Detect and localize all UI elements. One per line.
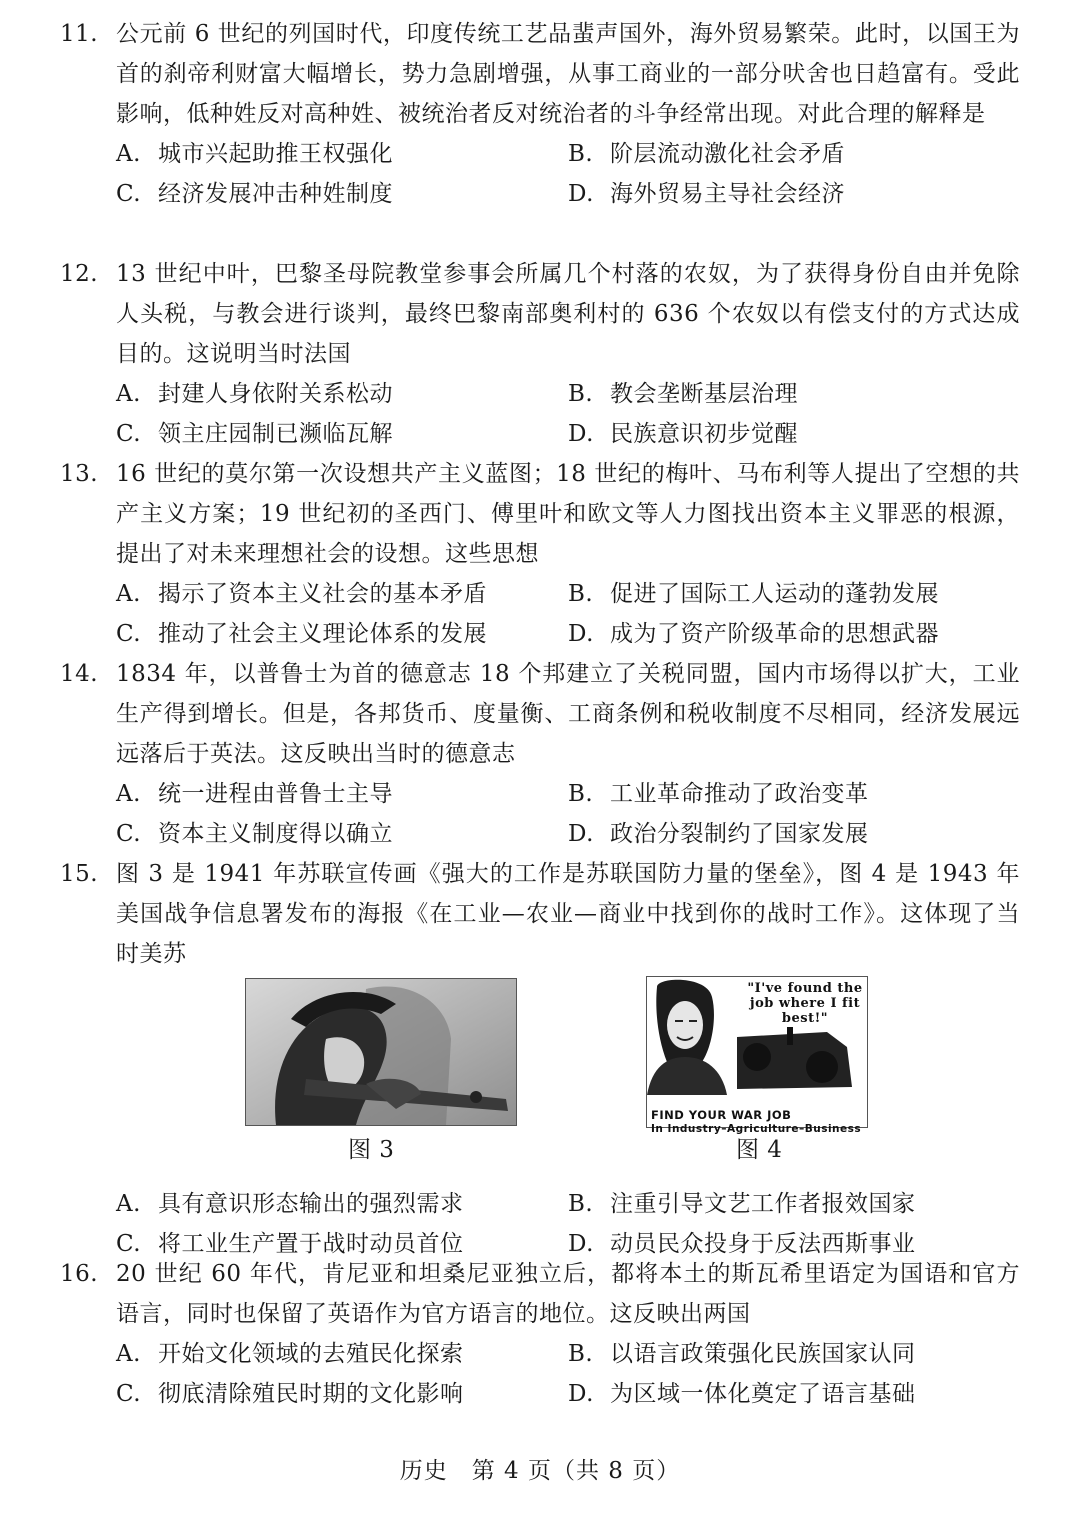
question-stem: 1834 年，以普鲁士为首的德意志 18 个邦建立了关税同盟，国内市场得以扩大，工业生产得到增长。但是，各邦货币、度量衡、工商条例和税收制度不尽相同，经济发展远远落后于英法。这反映出当时的德意志 xyxy=(116,661,1020,767)
option-a: A. 统一进程由普鲁士主导 xyxy=(116,781,393,807)
question-stem: 公元前 6 世纪的列国时代，印度传统工艺品蜚声国外，海外贸易繁荣。此时，以国王为首的刹帝利财富大幅增长，势力急剧增强，从事工商业的一部分吠舍也日趋富有。受此影响，低种姓反对高种姓、被统治者反对统治者的斗争经常出现。对此合理的解释是 xyxy=(116,21,1020,127)
option-c: C. 推动了社会主义理论体系的发展 xyxy=(116,621,487,647)
poster-headline: FIND YOUR WAR JOB xyxy=(651,1108,792,1122)
question-11 xyxy=(60,14,1020,214)
figure-4-caption: 图 4 xyxy=(736,1137,783,1163)
question-12 xyxy=(60,254,1020,454)
option-c: C. 彻底清除殖民时期的文化影响 xyxy=(116,1381,464,1407)
option-d: D. 成为了资产阶级革命的思想武器 xyxy=(568,621,939,647)
option-b: B. 阶层流动激化社会矛盾 xyxy=(568,141,845,167)
option-b: B. 以语言政策强化民族国家认同 xyxy=(568,1341,916,1367)
option-b: B. 教会垄断基层治理 xyxy=(568,381,798,407)
figures xyxy=(116,974,1020,1184)
question-number: 16. xyxy=(60,1261,99,1287)
question-stem: 20 世纪 60 年代，肯尼亚和坦桑尼亚独立后，都将本土的斯瓦希里语定为国语和官方语言，同时也保留了英语作为官方语言的地位。这反映出两国 xyxy=(116,1261,1020,1327)
page-footer: 历史 第 4 页（共 8 页） xyxy=(399,1458,681,1484)
option-d: D. 为区域一体化奠定了语言基础 xyxy=(568,1381,916,1407)
question-number: 12. xyxy=(60,261,99,287)
option-a: A. 城市兴起助推王权强化 xyxy=(116,141,393,167)
option-b: B. 促进了国际工人运动的蓬勃发展 xyxy=(568,581,939,607)
option-c: C. 将工业生产置于战时动员首位 xyxy=(116,1231,464,1257)
question-stem: 13 世纪中叶，巴黎圣母院教堂参事会所属几个村落的农奴，为了获得身份自由并免除人头税，与教会进行谈判，最终巴黎南部奥利村的 636 个农奴以有偿支付的方式达成目的。这说明当时法国 xyxy=(116,261,1020,367)
figure-3-caption: 图 3 xyxy=(348,1137,395,1163)
option-b: B. 工业革命推动了政治变革 xyxy=(568,781,869,807)
options xyxy=(116,134,1020,214)
options xyxy=(116,374,1020,454)
us-war-job-poster-image xyxy=(646,976,868,1135)
option-b: B. 注重引导文艺工作者报效国家 xyxy=(568,1191,916,1217)
option-c: C. 经济发展冲击种姓制度 xyxy=(116,181,393,207)
options xyxy=(116,574,1020,654)
options xyxy=(116,1184,1020,1264)
poster-quote: "I've found the job where I fit best!" xyxy=(747,981,863,1026)
soviet-poster-image xyxy=(245,978,517,1126)
question-15 xyxy=(60,854,1020,1264)
question-14 xyxy=(60,654,1020,854)
question-stem: 16 世纪的莫尔第一次设想共产主义蓝图；18 世纪的梅叶、马布利等人提出了空想的共产主义方案；19 世纪初的圣西门、傅里叶和欧文等人力图找出资本主义罪恶的根源，提出了对未来理想社会的设想。这些思想 xyxy=(116,461,1020,567)
option-a: A. 具有意识形态输出的强烈需求 xyxy=(116,1191,464,1217)
question-16 xyxy=(60,1254,1020,1414)
option-d: D. 政治分裂制约了国家发展 xyxy=(568,821,869,847)
question-number: 13. xyxy=(60,461,99,487)
option-d: D. 民族意识初步觉醒 xyxy=(568,421,798,447)
question-number: 11. xyxy=(60,21,99,47)
options xyxy=(116,1334,1020,1414)
option-a: A. 封建人身依附关系松动 xyxy=(116,381,393,407)
option-a: A. 开始文化领域的去殖民化探索 xyxy=(116,1341,464,1367)
option-c: C. 领主庄园制已濒临瓦解 xyxy=(116,421,393,447)
option-c: C. 资本主义制度得以确立 xyxy=(116,821,393,847)
option-d: D. 动员民众投身于反法西斯事业 xyxy=(568,1231,916,1257)
question-stem: 图 3 是 1941 年苏联宣传画《强大的工作是苏联国防力量的堡垒》，图 4 是 1943 年美国战争信息署发布的海报《在工业—农业—商业中找到你的战时工作》。这体现了当时美苏 xyxy=(116,861,1020,967)
question-number: 14. xyxy=(60,661,99,687)
question-13 xyxy=(60,454,1020,654)
options xyxy=(116,774,1020,854)
option-d: D. 海外贸易主导社会经济 xyxy=(568,181,845,207)
poster-subline: In Industry–Agriculture–Business xyxy=(651,1123,862,1135)
option-a: A. 揭示了资本主义社会的基本矛盾 xyxy=(116,581,487,607)
question-number: 15. xyxy=(60,861,99,887)
